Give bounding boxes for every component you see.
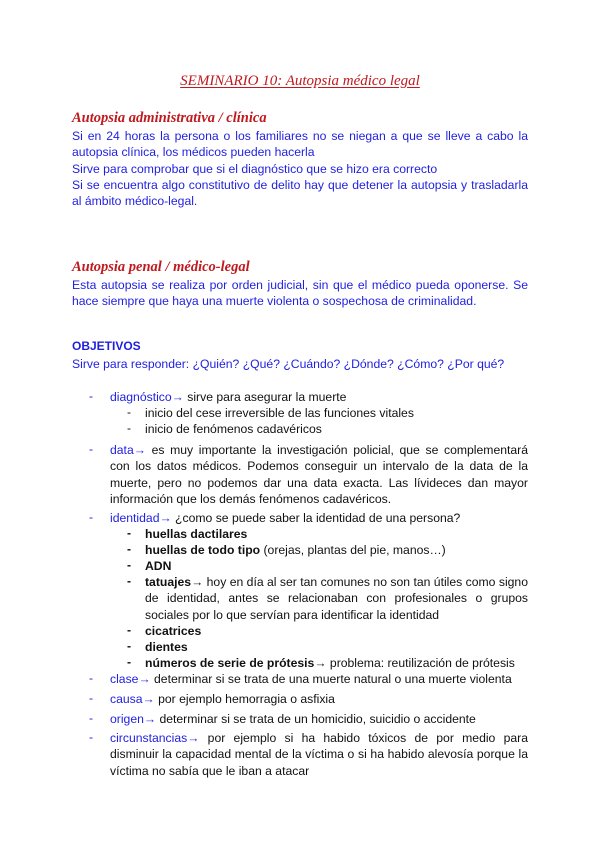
list-dash: - (89, 711, 94, 725)
data-text: es muy importante la investigación policial, que se complementará con los datos médicos. Podemos conseguir un intervalo de la data de la muerte, pero no podemos dar una data exacta. Las lívideces dan mayor información que los demás fenómenos cadavéricos. (110, 443, 528, 506)
identidad-huellas-todo-tipo (145, 542, 528, 558)
arrow-icon: → (187, 731, 200, 745)
keyword-identidad: identidad (110, 511, 160, 525)
sub-dash: - (127, 405, 132, 419)
list-item-clase (110, 671, 528, 687)
clinica-line-2: Sirve para comprobar que si el diagnóstico que se hizo era correcto (72, 161, 438, 176)
tatuajes-label: tatuajes (145, 575, 192, 589)
identidad-tatuajes (145, 574, 528, 623)
list-dash: - (89, 671, 94, 685)
list-item-identidad (110, 510, 528, 526)
objetivos-title: OBJETIVOS (72, 339, 141, 353)
tatuajes-detail: hoy en día al ser tan comunes no son tan útiles como signo de identidad, antes se relacionaban con profesionales o grupos sociales por lo que servían para identificar la identidad (145, 575, 528, 622)
sub-dash: - (127, 421, 132, 435)
identidad-text: ¿como se puede saber la identidad de una persona? (171, 511, 461, 525)
heading-autopsia-clinica: Autopsia administrativa / clínica (72, 110, 267, 126)
keyword-origen: origen (110, 712, 144, 726)
clinica-line-1: Si en 24 horas la persona o los familiares no se niegan a que se lleve a cabo la autopsia clínica, los médicos pueden hacerla (72, 129, 528, 160)
list-item-data (110, 442, 528, 507)
keyword-diagnostico: diagnóstico (110, 390, 172, 404)
sub-dash: - (127, 526, 132, 540)
arrow-icon: → (138, 672, 151, 686)
protesis-label: números de serie de prótesis (145, 656, 315, 670)
list-item-origen (110, 711, 528, 727)
list-item-causa (110, 691, 528, 707)
keyword-circunstancias: circunstancias (110, 731, 188, 745)
arrow-icon: → (191, 575, 204, 589)
sub-dash: - (127, 542, 132, 556)
identidad-cicatrices: cicatrices (145, 624, 202, 638)
list-dash: - (89, 730, 94, 744)
keyword-clase: clase (110, 672, 139, 686)
list-dash: - (89, 510, 94, 524)
keyword-causa: causa (110, 692, 143, 706)
diagnostico-sub-1: inicio del cese irreversible de las funciones vitales (145, 406, 414, 420)
arrow-icon: → (133, 443, 146, 457)
arrow-icon: → (314, 656, 327, 670)
sub-dash: - (127, 623, 132, 637)
keyword-data: data (110, 443, 134, 457)
circunstancias-text: por ejemplo si ha habido tóxicos de por medio para disminuir la capacidad mental de la víctima o si ha habido alevosía porque la víctima no sabía que le iban a atacar (110, 731, 528, 778)
penal-text: Esta autopsia se realiza por orden judicial, sin que el médico pueda oponerse. Se hace siempre que haya una muerte violenta o sospechosa de criminalidad. (72, 278, 528, 309)
heading-autopsia-penal: Autopsia penal / médico-legal (72, 259, 250, 275)
arrow-icon: → (143, 712, 157, 726)
paragraph-autopsia-clinica (72, 128, 528, 209)
origen-text: determinar si se trata de un homicidio, suicidio o accidente (156, 712, 476, 726)
page-title: SEMINARIO 10: Autopsia médico legal (180, 73, 420, 89)
list-item-circunstancias (110, 730, 528, 779)
identidad-huellas-dactilares: huellas dactilares (145, 527, 248, 541)
list-dash: - (89, 691, 94, 705)
identidad-dientes: dientes (145, 640, 188, 654)
sub-dash: - (127, 574, 132, 588)
clinica-line-3: Si se encuentra algo constitutivo de delito hay que detener la autopsia y trasladarla al ámbito médico-legal. (72, 177, 528, 209)
list-dash: - (89, 389, 94, 403)
objetivos-subtitle: Sirve para responder: ¿Quién? ¿Qué? ¿Cuándo? ¿Dónde? ¿Cómo? ¿Por qué? (72, 357, 505, 371)
huellas-todo-tipo-detail: (orejas, plantas del pie, manos…) (260, 543, 446, 557)
causa-text: por ejemplo hemorragia o asfixia (154, 692, 335, 706)
list-dash: - (89, 442, 94, 456)
clase-text: determinar si se trata de una muerte natural o una muerte violenta (150, 672, 512, 686)
diagnostico-sub-2: inicio de fenómenos cadavéricos (145, 422, 322, 436)
huellas-todo-tipo-label: huellas de todo tipo (145, 543, 261, 557)
identidad-protesis (145, 655, 528, 671)
identidad-adn: ADN (145, 559, 172, 573)
paragraph-autopsia-penal (72, 277, 528, 310)
diagnostico-text: sirve para asegurar la muerte (183, 390, 347, 404)
arrow-icon: → (171, 390, 184, 404)
sub-dash: - (127, 655, 132, 669)
arrow-icon: → (159, 511, 172, 525)
sub-dash: - (127, 558, 132, 572)
list-item-diagnostico (110, 389, 528, 405)
sub-dash: - (127, 639, 132, 653)
arrow-icon: → (142, 692, 155, 706)
protesis-detail: problema: reutilización de prótesis (326, 656, 515, 670)
